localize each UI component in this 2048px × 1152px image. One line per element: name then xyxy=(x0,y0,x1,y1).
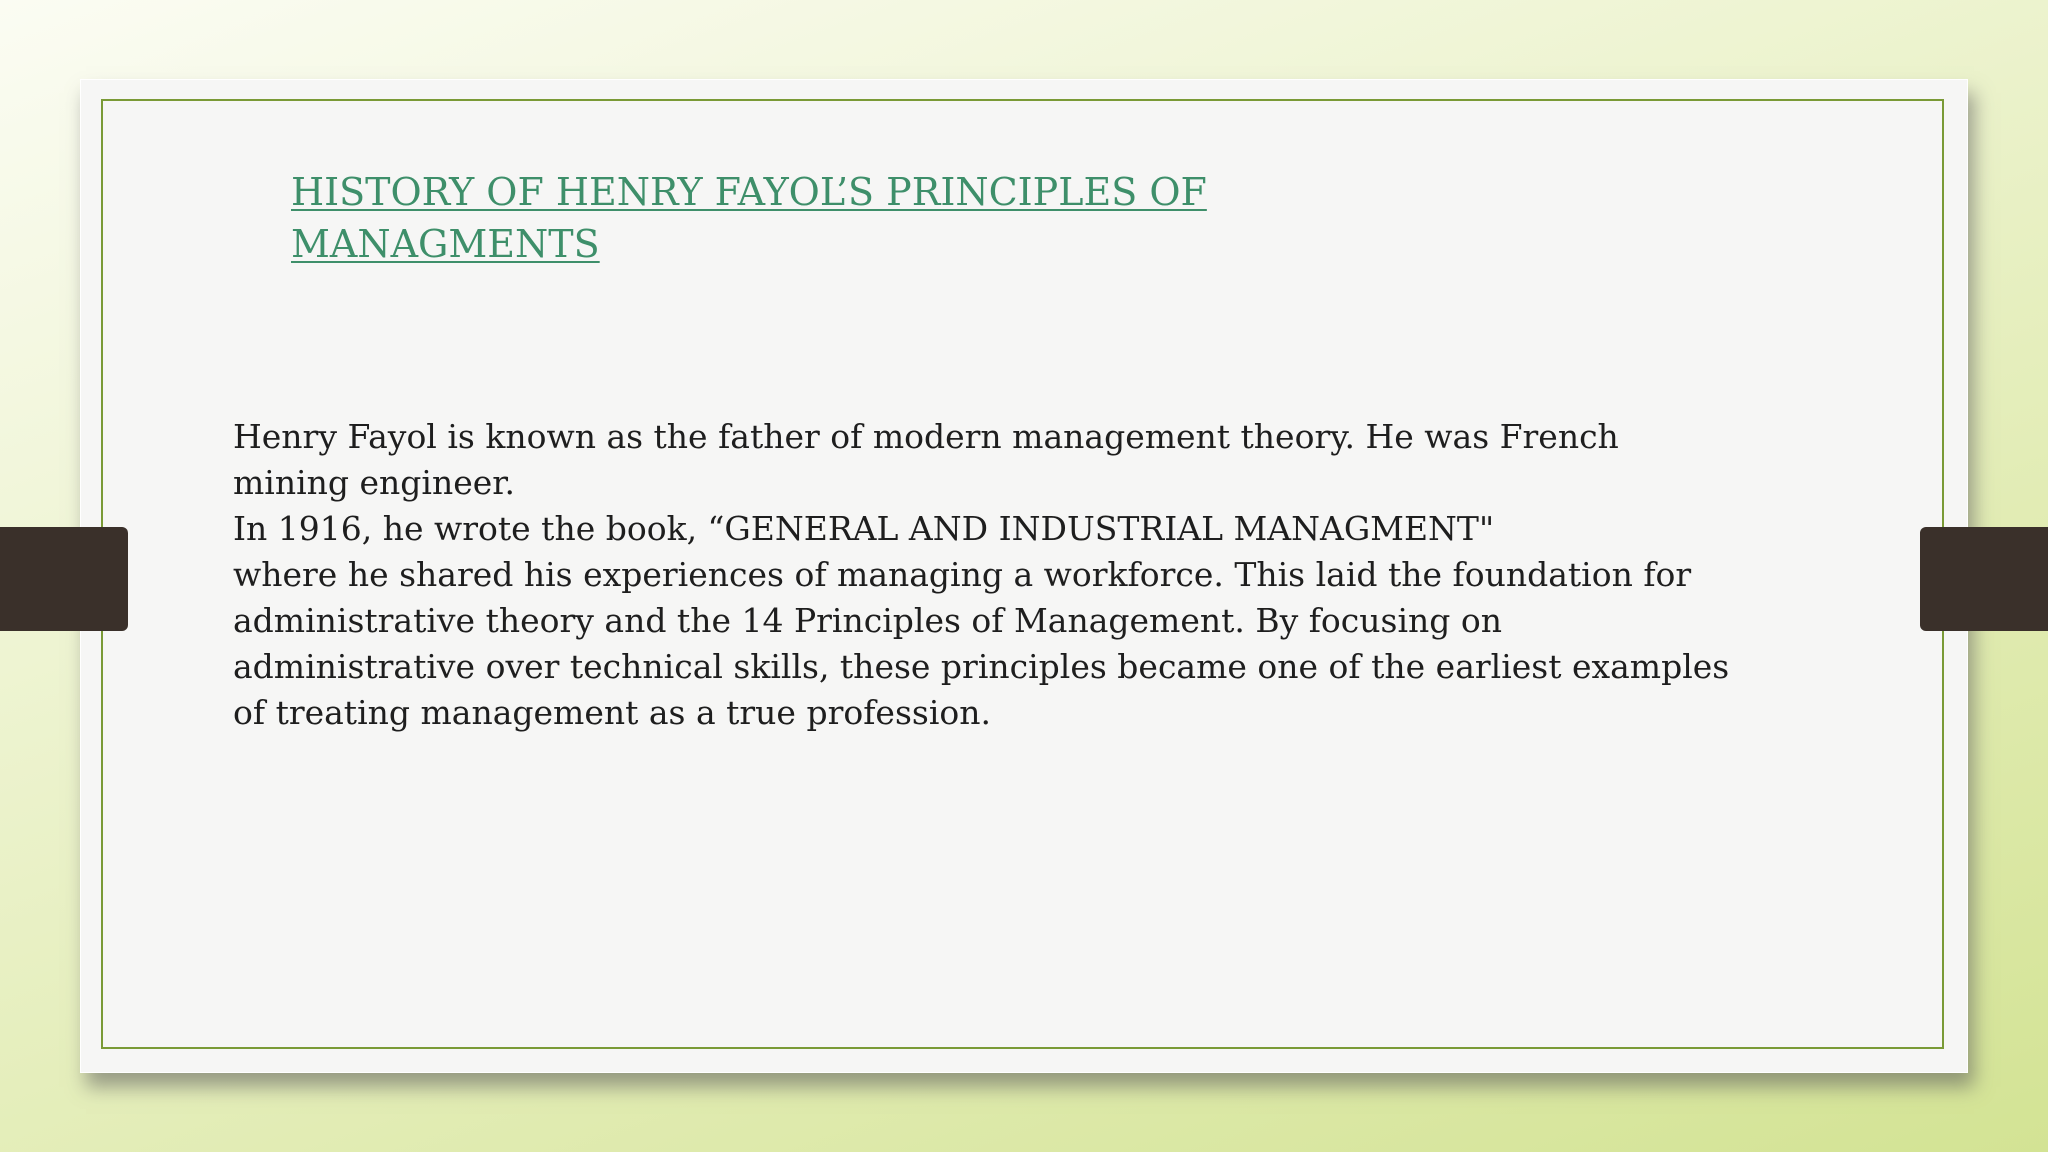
body-line-3: In 1916, he wrote the book, “GENERAL AND INDUSTRIAL MANAGMENT" xyxy=(233,509,1495,548)
body-line-6: administrative over technical skills, these principles became one of the earliest examples xyxy=(233,647,1730,686)
body-line-1: Henry Fayol is known as the father of modern management theory. He was French xyxy=(233,417,1619,456)
body-line-4: where he shared his experiences of managing a workforce. This laid the foundation for xyxy=(233,555,1692,594)
slide-title-line-1: HISTORY OF HENRY FAYOL’S PRINCIPLES OF xyxy=(291,170,1207,214)
slide-body-text xyxy=(233,414,1730,736)
slide-title-line-2: MANAGMENTS xyxy=(291,222,600,266)
left-decorative-tab xyxy=(0,527,128,631)
body-line-5: administrative theory and the 14 Principles of Management. By focusing on xyxy=(233,601,1503,640)
right-decorative-tab xyxy=(1920,527,2048,631)
slide-title xyxy=(291,166,1291,270)
body-line-2: mining engineer. xyxy=(233,463,515,502)
body-line-7: of treating management as a true profession. xyxy=(233,693,991,732)
